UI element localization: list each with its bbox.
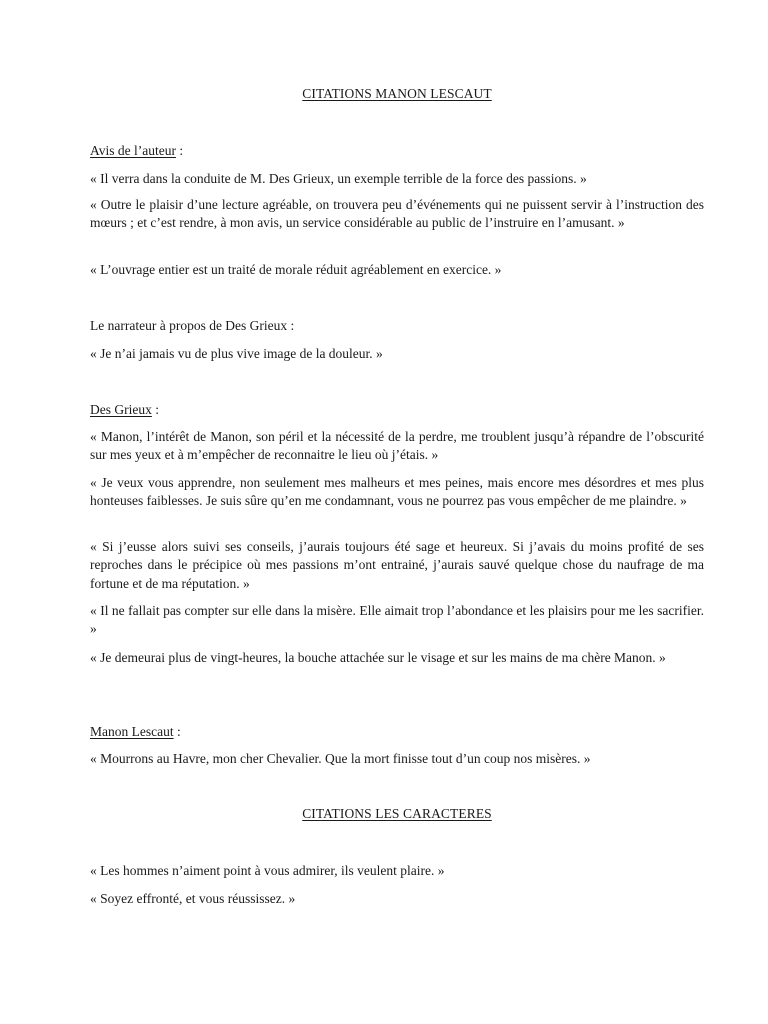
quote-paragraph: « Mourrons au Havre, mon cher Chevalier. Que la mort finisse tout d’un coup nos misères. » — [90, 751, 591, 766]
quote-paragraph: « Outre le plaisir d’une lecture agréable, on trouvera peu d’événements qui ne puissent servir à l’instruction des mœurs ; et c’est rendre, à mon avis, un service considérable au public de l’instruire en l’amusant. » — [90, 197, 704, 231]
section-heading-narrateur: Le narrateur à propos de Des Grieux : — [90, 318, 295, 333]
quote-paragraph: « Il verra dans la conduite de M. Des Grieux, un exemple terrible de la force des passions. » — [90, 171, 587, 186]
heading-label: Des Grieux — [90, 402, 152, 417]
heading-label: Manon Lescaut — [90, 724, 174, 739]
quote-paragraph: « Je veux vous apprendre, non seulement mes malheurs et mes peines, mais encore mes désordres et mes plus honteuses faiblesses. Je suis sûre qu’en me condamnant, vous ne pourrez pas vous empêcher de me plaindre. » — [90, 475, 704, 509]
quote-paragraph: « Je n’ai jamais vu de plus vive image de la douleur. » — [90, 346, 383, 361]
heading-label: Avis de l’auteur — [90, 143, 176, 158]
quote-paragraph: « Si j’eusse alors suivi ses conseils, j’aurais toujours été sage et heureux. Si j’avais du moins profité de ses reproches dans le précipice où mes passions m’ont entrainé, j’aurais sauvé quelque chose du naufrage de ma fortune et de ma réputation. » — [90, 539, 704, 591]
heading-colon: : — [151, 402, 159, 417]
section-heading-manon-lescaut — [90, 723, 704, 741]
section-heading-avis-auteur — [90, 142, 704, 160]
quote-paragraph: « Manon, l’intérêt de Manon, son péril et la nécessité de la perdre, me troublent jusqu’à répandre de l’obscurité sur mes yeux et à m’empêcher de reconnaitre le lieu où j’étais. » — [90, 429, 704, 463]
quote-paragraph: « Soyez effronté, et vous réussissez. » — [90, 891, 296, 906]
section-heading-des-grieux — [90, 401, 704, 419]
quote-paragraph: « L’ouvrage entier est un traité de morale réduit agréablement en exercice. » — [90, 262, 502, 277]
heading-colon: : — [173, 724, 181, 739]
quote-paragraph: « Il ne fallait pas compter sur elle dans la misère. Elle aimait trop l’abondance et les plaisirs pour me les sacrifier. » — [90, 603, 704, 637]
quote-paragraph: « Je demeurai plus de vingt-heures, la bouche attachée sur le visage et sur les mains de ma chère Manon. » — [90, 650, 666, 665]
quote-paragraph: « Les hommes n’aiment point à vous admirer, ils veulent plaire. » — [90, 863, 445, 878]
page-title-les-caracteres: CITATIONS LES CARACTERES — [302, 806, 492, 821]
heading-colon: : — [175, 143, 184, 158]
page-title-manon-lescaut: CITATIONS MANON LESCAUT — [302, 86, 492, 101]
